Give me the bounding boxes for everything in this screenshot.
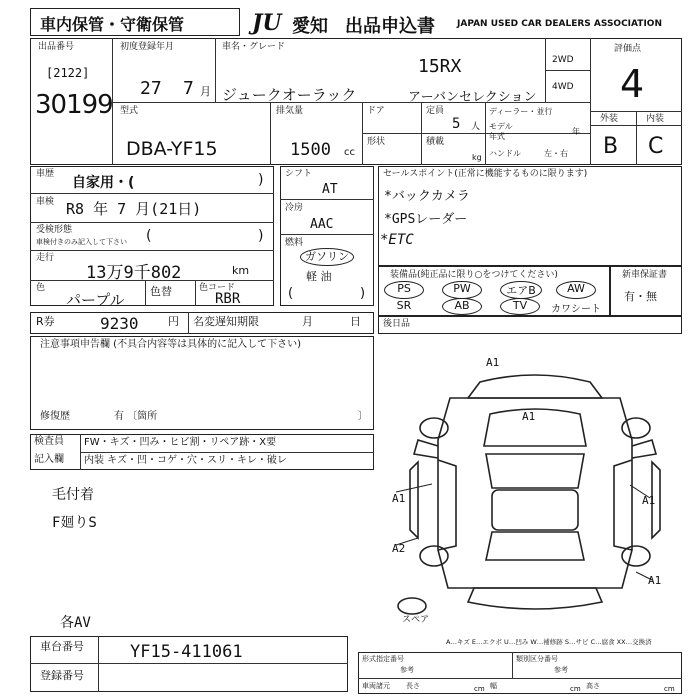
footer-length: 長さ [406,682,420,690]
footer-height: 高さ [586,682,600,690]
equip-tv: TV [512,299,528,312]
ac-label: 冷房 [285,203,304,213]
assoc-name: JAPAN USED CAR DEALERS ASSOCIATION [457,19,662,29]
fuel-close: ) [360,286,366,301]
reg-month: 7 [183,78,194,99]
spare-label: スペア [402,615,430,625]
color-label: 色 [36,283,46,293]
damage-mark: A1 [392,492,406,505]
equip-ab: AB [454,299,470,312]
equip-aw: AW [567,282,585,295]
inspector-label-2: 記入欄 [34,454,64,465]
repair-value: 有 〔箇所 [114,411,158,422]
equip-airbag: エアB [506,284,536,297]
lot-label: 出品番号 [38,42,75,52]
footer-width: 幅 [490,682,497,690]
damage-mark: A1 [642,494,656,507]
after-date-box [378,316,682,334]
doc-title: 出品申込書 [345,16,435,37]
color-code-label: 色コード [199,283,236,293]
inspection-label: 車検 [36,197,55,207]
type-label: 型式 [120,106,139,116]
year-unit: 年 [572,127,580,136]
color-code: RBR [215,291,241,307]
damage-mark: A2 [392,542,406,555]
handwritten-note: 各AV [60,615,91,631]
receive-label: 受検形態 [36,225,73,235]
int-grade: C [648,134,664,159]
car-damage-diagram [390,350,680,630]
recycle-label: R券 [36,315,55,328]
chassis-value: YF15-411061 [130,642,243,662]
drive-2wd: 2WD [552,55,574,65]
notes-box [30,336,374,430]
receive-sub: 車検付きのみ記入して下さい [36,238,127,246]
sales-label: セールスポイント(正常に機能するものに限ります) [383,169,588,179]
cap-unit: 人 [471,122,481,132]
reg-month-unit: 月 [200,85,211,98]
warranty-label: 新車保証書 [622,270,668,280]
name-change-month: 月 [302,315,313,328]
model-label: 車名・グレード [222,42,286,52]
cap-label: 定員 [426,106,445,116]
mileage-value: 13万9千802 [86,263,182,283]
model-year-label: モデル [489,122,513,131]
inspector-row1: FW・キズ・凹み・ヒビ割・リペア跡・X要 [84,437,277,448]
model-type: DBA-YF15 [126,138,218,160]
history-value: 自家用・( [72,175,135,191]
footer-r2: 類別区分番号 [516,655,558,663]
damage-mark: A1 [648,574,662,587]
fuel-label: 燃料 [285,238,304,248]
disp-unit: cc [344,147,355,158]
rating-score: 4 [620,62,645,106]
int-label: 内装 [646,114,665,124]
rating-label: 評価点 [614,44,642,54]
car-grade: アーバンセレクション [408,90,537,105]
footer-r1: 形式指定番号 [362,655,404,663]
name-change-day: 日 [350,315,361,328]
receive-close: ) [258,228,264,244]
history-label: 車歴 [36,169,55,179]
equip-sr: SR [396,299,412,312]
chassis-label: 車台番号 [40,640,84,653]
ju-logo: JU [252,10,282,36]
inspection-value: R8 年 7 月(21日) [66,200,202,218]
fuel-gas: ガソリン [305,250,349,263]
mileage-label: 走行 [36,253,55,263]
recycle-unit: 円 [168,315,179,328]
lot-number: 30199 [35,90,113,120]
name-change-label: 名変遅知期限 [193,315,259,328]
car-name: ジュークオーラック [222,86,357,104]
repair-label: 修復歴 [40,411,70,422]
ext-grade: B [603,134,619,159]
equip-pw: PW [453,282,471,295]
dealer-label: ディーラー・並行 [489,107,553,116]
disp-value: 1500 [290,140,331,160]
load-label: 積載 [426,137,445,147]
fuel-diesel: 軽 油 [306,270,332,283]
recycle-value: 9230 [100,314,139,333]
footer-r2b: 参考 [554,666,568,674]
drive-4wd: 4WD [552,82,574,92]
reg-no-label: 登録番号 [40,669,84,682]
grade-top: 15RX [418,56,462,77]
cap-value: 5 [452,116,461,132]
footer-cm: cm [570,685,581,693]
footer-r1b: 参考 [400,666,414,674]
lot-sub: [2122] [46,66,90,80]
damage-mark: A1 [486,356,500,369]
handle-options: 左・右 [544,149,568,158]
history-close: ) [258,172,264,188]
reg-year: 27 [140,78,162,99]
storage-label: 車内保管・守衛保管 [40,15,185,34]
year-label: 年式 [489,132,505,141]
door-label: ドア [367,106,385,116]
notes-label: 注意事項申告欄 (不具合内容等は具体的に記入して下さい) [40,339,301,350]
damage-mark: A1 [522,410,536,423]
disp-label: 排気量 [276,106,304,116]
fuel-open: ( [288,286,294,301]
warranty-options: 有・無 [624,290,657,303]
shape-label: 形状 [367,137,386,147]
ac-value: AAC [310,217,334,232]
shift-value: AT [322,182,338,197]
receive-open: ( [146,228,152,244]
handwritten-note: F廻りS [52,515,97,531]
ext-label: 外装 [600,114,619,124]
equip-ps: PS [397,282,411,295]
footer-r3: 車両諸元 [362,682,390,690]
footer-cm: cm [474,685,485,693]
sales-item: *ETC [380,232,414,248]
equipment-label: 装備品(純正品に限り○をつけてください) [390,270,558,280]
sales-item: *バックカメラ [384,189,470,204]
handle-label: ハンドル [489,149,521,158]
reg-date-label: 初度登録年月 [120,42,175,52]
color-value: パープル [66,291,125,309]
load-unit: kg [472,153,482,162]
sales-item: *GPSレーダー [384,212,468,227]
inspector-row2: 内装 キズ・凹・コゲ・穴・スリ・キレ・破レ [84,455,287,466]
equip-leather: カワシート [551,304,601,315]
after-date-label: 後日品 [383,319,411,329]
color-change-label: 色替 [150,285,172,298]
handwritten-note: 毛付着 [52,487,94,503]
mileage-unit: km [232,264,250,277]
shift-label: シフト [285,169,313,179]
inspector-label: 検査員 [34,436,64,447]
org-name: 愛知 [292,16,328,37]
damage-legend: A…キズ E…エクボ U…凹み W…補修跡 S…サビ C…腐食 XX…交換済 [446,638,652,646]
footer-cm: cm [664,685,675,693]
repair-close: 〕 [358,411,368,422]
